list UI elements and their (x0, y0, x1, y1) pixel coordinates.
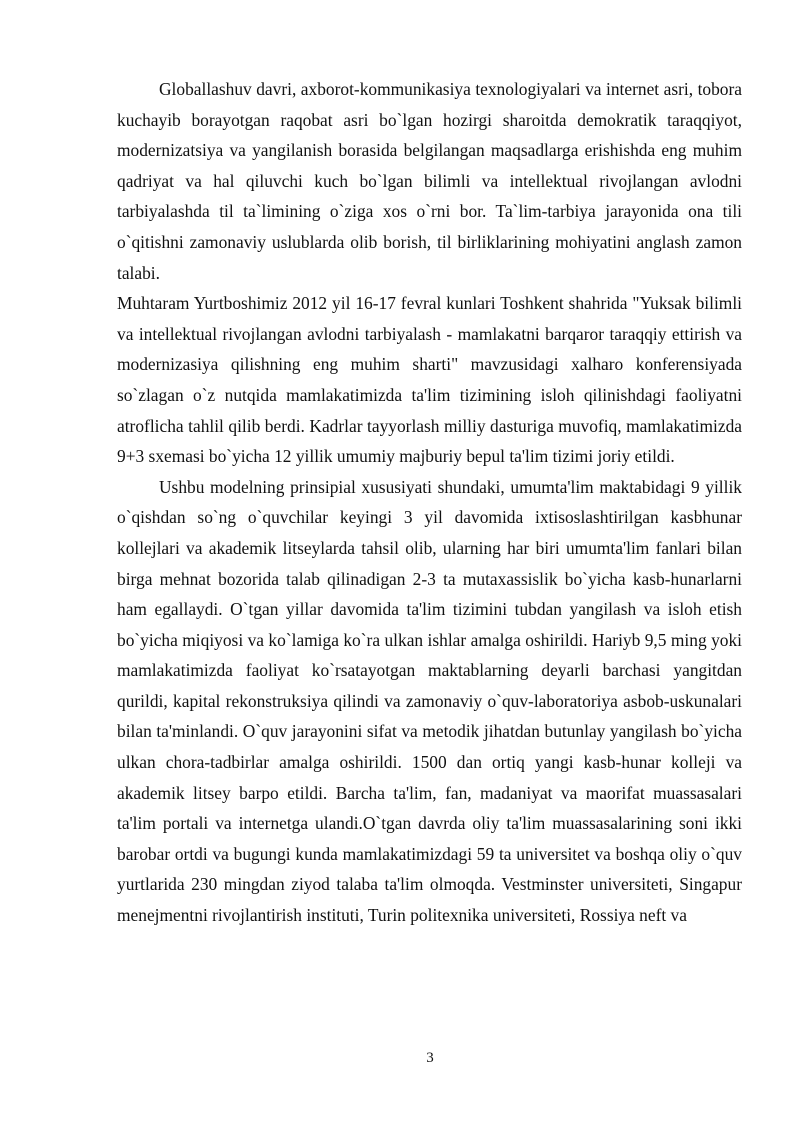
paragraph-1: Globallashuv davri, axborot-kommunikasiya texnologiyalari va internet asri, tobora kuchayib borayotgan raqobat asri bo`lgan hozirgi sharoitda demokratik taraqqiyot, modernizatsiya va yangilanish borasida belgilangan maqsadlarga erishishda eng muhim qadriyat va hal qiluvchi kuch bo`lgan bilimli va intellektual rivojlangan avlodni tarbiyalashda til ta`limining o`ziga xos o`rni bor. Ta`lim-tarbiya jarayonida ona tili o`qitishni zamonaviy uslublarda olib borish, til birliklarining mohiyatini anglash zamon talabi. (117, 79, 742, 283)
paragraph-2: Muhtaram Yurtboshimiz 2012 yil 16-17 fevral kunlari Toshkent shahrida "Yuksak bilimli va intellektual rivojlangan avlodni tarbiyalash - mamlakatni barqaror taraqqiy ettirish va modernizasiya qilishning eng muhim sharti" mavzusidagi xalharo konferensiyada so`zlagan o`z nutqida mamlakatimizda ta'lim tizimining isloh qilinishdagi faoliyatni atroflicha tahlil qilib berdi. Kadrlar tayyorlash milliy dasturiga muvofiq, mamlakatimizda 9+3 sxemasi bo`yicha 12 yillik umumiy majburiy bepul ta'lim tizimi joriy etildi. (117, 293, 742, 467)
body-text (117, 74, 742, 931)
paragraph-3: Ushbu modelning prinsipial xususiyati shundaki, umumta'lim maktabidagi 9 yillik o`qishdan so`ng o`quvchilar keyingi 3 yil davomida ixtisoslashtirilgan kasbhunar kollejlari va akademik litseylarda tahsil olib, ularning har biri umumta'lim fanlari bilan birga mehnat bozorida talab qilinadigan 2-3 ta mutaxassislik bo`yicha kasb-hunarlarni ham egallaydi. O`tgan yillar davomida ta'lim tizimini tubdan yangilash va isloh etish bo`yicha miqiyosi va ko`lamiga ko`ra ulkan ishlar amalga oshirildi. Hariyb 9,5 ming yoki mamlakatimizda faoliyat ko`rsatayotgan maktablarning deyarli barchasi yangitdan qurildi, kapital rekonstruksiya qilindi va zamonaviy o`quv-laboratoriya asbob-uskunalari bilan ta'minlandi. O`quv jarayonini sifat va metodik jihatdan butunlay yangilash bo`yicha ulkan chora-tadbirlar amalga oshirildi. 1500 dan ortiq yangi kasb-hunar kolleji va akademik litsey barpo etildi. Barcha ta'lim, fan, madaniyat va maorifat muassasalari ta'lim portali va internetga ulandi.O`tgan davrda oliy ta'lim muassasalarining soni ikki barobar ortdi va bugungi kunda mamlakatimizdagi 59 ta universitet va boshqa oliy o`quv yurtlarida 230 mingdan ziyod talaba ta'lim olmoqda. Vestminster universiteti, Singapur menejmentni rivojlantirish instituti, Turin politexnika universiteti, Rossiya neft va (117, 476, 742, 926)
page-number: 3 (426, 1050, 434, 1066)
